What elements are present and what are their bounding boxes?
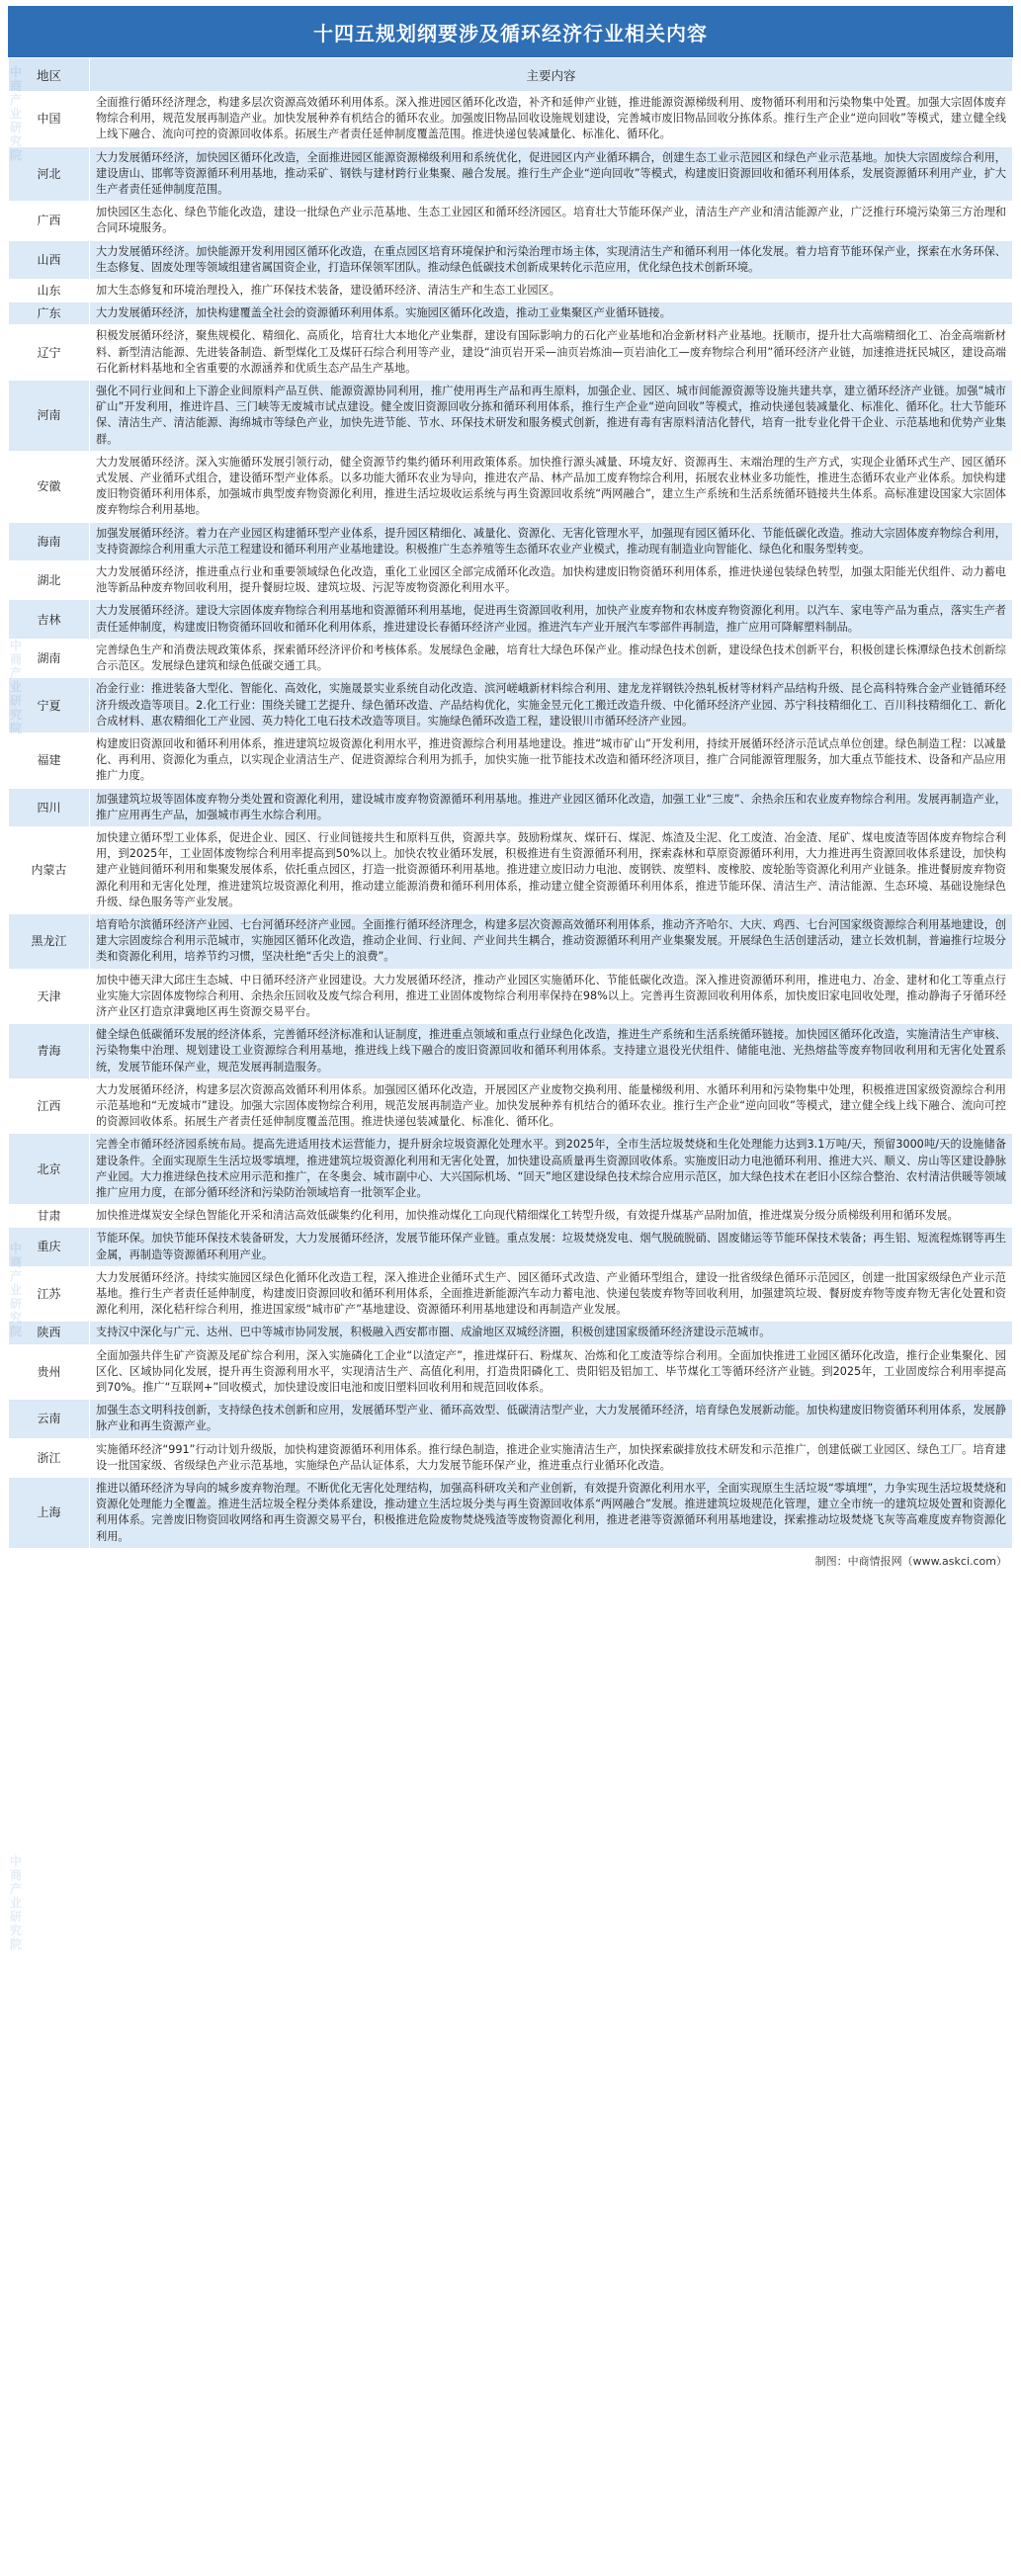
row-region: 山东 — [9, 280, 90, 302]
row-region: 中国 — [9, 92, 90, 147]
row-content: 大力发展循环经济。持续实施园区绿色化循环化改造工程，深入推进企业循环式生产、园区循环式改造、产业循环型组合，建设一批省级绿色循环示范园区，创建一批国家级绿色产业示范基地。推行生产者责任延伸制度，构建废旧资源回收和循环利用体系，全面推进新能源汽车动力蓄电池、快递包装废弃物等回收利用，加强建筑垃圾、餐厨废弃物等废弃物无害化处置和资源化利用，深化秸秆综合利用，推进国家级“城市矿产”基地建设、资源循环利用基地建设和再制造产业发展。 — [90, 1266, 1013, 1322]
row-content: 构建废旧资源回收和循环利用体系，推进建筑垃圾资源化利用水平，推进资源综合利用基地建设。推进“城市矿山”开发利用，持续开展循环经济示范试点单位创建。绿色制造工程：以减量化、再利用、资源化为重点，以实现企业清洁生产、促进资源综合利用为抓手，加快实施一批节能技术改造和循环经济项目，推广合同能源管理服务，加大重点节能技术、设备和产品应用推广力度。 — [90, 732, 1013, 788]
row-region: 内蒙古 — [9, 826, 90, 913]
table-row — [9, 1024, 1013, 1079]
table-row — [9, 678, 1013, 733]
row-region: 浙江 — [9, 1438, 90, 1477]
row-content: 大力发展循环经济。深入实施循环发展引领行动，健全资源节约集约循环利用政策体系。加快推行源头减量、环境友好、资源再生、末端治理的生产方式，实现企业循环式生产、园区循环式发展、产业循环式组合，建设循环型产业体系。以多功能大循环农业为导向，推进农产品、林产品加工废弃物综合利用，拓展农业林业多功能性，推进生态循环农业产业体系。加快构建废旧物资循环利用体系，加强城市典型废弃物资源化利用，推进生活垃圾收运系统与再生资源回收系统“两网融合”，建立生产系统和生活系统循环链接共生体系。高标准建设国家大宗固体废弃物综合利用基地。 — [90, 451, 1013, 522]
header-content: 主要内容 — [90, 58, 1013, 92]
table-row — [9, 522, 1013, 560]
row-content: 全面推行循环经济理念，构建多层次资源高效循环利用体系。深入推进园区循环化改造，补齐和延伸产业链，推进能源资源梯级利用、废物循环利用和污染物集中处置。加强大宗固体废弃物综合利用，规范发展再制造产业。加快发展种养有机结合的循环农业。加强废旧物品回收设施规划建设，完善城市废旧物品回收分拣体系。推行生产企业“逆向回收”等模式，建立健全线上线下融合、流向可控的资源回收体系。拓展生产者责任延伸制度覆盖范围。推进快递包装减量化、标准化、循环化。 — [90, 92, 1013, 147]
row-region: 甘肃 — [9, 1205, 90, 1228]
page-title: 十四五规划纲要涉及循环经济行业相关内容 — [8, 6, 1013, 57]
row-content: 完善全市循环经济园系统布局。提高先进适用技术运营能力，提升厨余垃圾资源化处理水平。到2025年，全市生活垃圾焚烧和生化处理能力达到3.1万吨/天，预留3000吨/天的设施储备建设条件。全面实现原生生活垃圾零填埋，推进建筑垃圾资源化利用和无害化处置，加快建设高质量再生资源回收体系。实施废旧动力电池循环利用、推进大兴、顺义、房山等区建设静脉产业园。大力推进绿色技术应用示范和推广，在冬奥会、城市副中心、大兴国际机场、“回天”地区建设绿色技术综合应用示范区，加大绿色技术在老旧小区综合整治、农村清洁供暖等领域推广应用力度，在部分循环经济和污染防治领域培育一批领军企业。 — [90, 1134, 1013, 1205]
table-row — [9, 280, 1013, 302]
table-row — [9, 1134, 1013, 1205]
row-region: 贵州 — [9, 1344, 90, 1400]
row-content: 健全绿色低碳循环发展的经济体系，完善循环经济标准和认证制度，推进重点领域和重点行业绿色化改造，推进生产系统和生活系统循环链接。加快园区循环化改造，实施清洁生产审核、污染物集中治理、规划建设工业资源综合利用基地，推进线上线下融合的废旧资源回收和循环利用体系。支持建立退役光伏组件、储能电池、光热熔盐等废弃物回收利用和无害化处置系统，发展节能环保产业，规范发展再制造服务。 — [90, 1024, 1013, 1079]
table-body — [9, 92, 1013, 1549]
row-region: 江西 — [9, 1078, 90, 1134]
table-row — [9, 1344, 1013, 1400]
table-row — [9, 969, 1013, 1024]
row-content: 大力发展循环经济，加快构建覆盖全社会的资源循环利用体系。实施园区循环化改造，推动工业集聚区产业循环链接。 — [90, 302, 1013, 325]
table-row — [9, 1400, 1013, 1438]
content-table — [8, 57, 1013, 1549]
table-row — [9, 451, 1013, 522]
row-region: 辽宁 — [9, 325, 90, 381]
row-region: 安徽 — [9, 451, 90, 522]
row-region: 河南 — [9, 381, 90, 452]
row-content: 加快中德天津大邱庄生态城、中日循环经济产业园建设。大力发展循环经济，推动产业园区实施循环化、节能低碳化改造。深入推进资源循环利用，推进电力、冶金、建材和化工等重点行业实施大宗固体废物综合利用、余热余压回收及废气综合利用，推进工业固体废物综合利用率保持在98%以上。完善再生资源回收利用体系，加快废旧家电回收处理，推动静海子牙循环经济产业区打造京津冀地区再生资源交易平台。 — [90, 969, 1013, 1024]
table-row — [9, 826, 1013, 913]
row-region: 青海 — [9, 1024, 90, 1079]
row-content: 加快推进煤炭安全绿色智能化开采和清洁高效低碳集约化利用，加快推动煤化工向现代精细煤化工转型升级，有效提升煤基产品附加值，推进煤炭分级分质梯级利用和循环发展。 — [90, 1205, 1013, 1228]
row-content: 加强生态文明科技创新，支持绿色技术创新和应用，发展循环型产业、循环高效型、低碳清洁型产业，大力发展循环经济，培育绿色发展新动能。加快构建废旧物资循环利用体系，发展静脉产业和再生资源产业。 — [90, 1400, 1013, 1438]
row-region: 湖南 — [9, 639, 90, 677]
table-row — [9, 561, 1013, 600]
table-row — [9, 1478, 1013, 1549]
row-region: 陕西 — [9, 1322, 90, 1344]
row-content: 全面加强共伴生矿产资源及尾矿综合利用，深入实施磷化工企业“以渣定产”，推进煤矸石、粉煤灰、冶炼和化工废渣等综合利用。全面加快推进工业园区循环化改造，推行企业集聚化、园区化、区域协同化发展，提升再生资源利用水平，实现清洁生产、高值化利用，打造贵阳磷化工、贵阳铝及铝加工、毕节煤化工等循环经济产业链。到2025年，工业固废综合利用率提高到70%。推广“互联网+”回收模式，加快建设废旧电池和废旧塑料回收利用和规范回收体系。 — [90, 1344, 1013, 1400]
row-content: 节能环保。加快节能环保技术装备研发，大力发展循环经济，发展节能环保产业链。重点发展：垃圾焚烧发电、烟气脱硫脱硝、固废储运等节能环保技术装备；再生铝、短流程炼钢等再生金属，再制造等资源循环利用产业。 — [90, 1228, 1013, 1266]
row-content: 大力发展循环经济，加快园区循环化改造，全面推进园区能源资源梯级利用和系统优化，促进园区内产业循环耦合，创建生态工业示范园区和绿色产业示范基地。加快大宗固废综合利用，建设唐山、邯郸等资源循环利用基地，推动采矿、钢铁与建材跨行业集聚、融合发展。推行生产企业“逆向回收”等模式，构建废旧资源回收和循环利用体系，发展资源循环利用产业，扩大生产者责任延伸制度范围。 — [90, 146, 1013, 202]
source-note: 制图：中商情报网（www.askci.com） — [814, 1554, 1007, 1568]
row-region: 福建 — [9, 732, 90, 788]
row-region: 江苏 — [9, 1266, 90, 1322]
row-region: 海南 — [9, 522, 90, 560]
table-row — [9, 202, 1013, 240]
header-row — [9, 58, 1013, 92]
row-content: 大力发展循环经济，推进重点行业和重要领域绿色化改造，重化工业园区全部完成循环化改造。加快构建废旧物资循环利用体系，推进快递包装绿色转型，加强太阳能光伏组件、动力蓄电池等新品种废弃物回收利用，提升餐厨垃圾、建筑垃圾、污泥等废物资源化利用水平。 — [90, 561, 1013, 600]
row-content: 强化不同行业间和上下游企业间原料产品互供、能源资源协同利用，推广使用再生产品和再生原料，加强企业、园区、城市间能源资源等设施共建共享，建立循环经济产业链。加强“城市矿山”开发利用，推进许昌、三门峡等无废城市试点建设。健全废旧资源回收分拣和循环利用体系，推行生产企业“逆向回收”等模式，推动快递包装减量化、标准化、循环化。壮大节能环保、清洁生产、清洁能源、海绵城市等绿色产业，加快先进节能、节水、环保技术研发和服务模式创新，推进有毒有害原料清洁化替代，培育一批专业化骨干企业、示范基地和优势产业集群。 — [90, 381, 1013, 452]
table-row — [9, 1228, 1013, 1266]
row-content: 加强建筑垃圾等固体废弃物分类处置和资源化利用，建设城市废弃物资源循环利用基地。推进产业园区循环化改造，加强工业“三废”、余热余压和农业废弃物综合利用。发展再制造产业，推广应用再生产品，加强城市再生水综合利用。 — [90, 788, 1013, 826]
row-region: 北京 — [9, 1134, 90, 1205]
table-row — [9, 600, 1013, 639]
page — [0, 6, 1021, 2576]
row-region: 河北 — [9, 146, 90, 202]
row-region: 宁夏 — [9, 678, 90, 733]
row-region: 湖北 — [9, 561, 90, 600]
row-content: 推进以循环经济为导向的城乡废弃物治理。不断优化无害化处理结构，加强高科研攻关和产业创新，有效提升资源化利用水平，全面实现原生生活垃圾“零填埋”，力争实现生活垃圾焚烧和资源化处理能力全覆盖。推进生活垃圾全程分类体系建设，推动建立生活垃圾分类与再生资源回收体系“两网融合”发展。推进建筑垃圾规范化管理，建立全市统一的建筑垃圾处置和资源化利用体系。完善废旧物资回收网络和再生资源交易平台，积极推进危险废物焚烧残渣等废物资源化利用，推进老港等资源循环利用基地建设，探索推动垃圾焚烧飞灰等高难度废弃物资源化利用。 — [90, 1478, 1013, 1549]
table-row — [9, 325, 1013, 381]
row-content: 大力发展循环经济。加快能源开发利用园区循环化改造，在重点园区培育环境保护和污染治理市场主体，实现清洁生产和循环利用一体化发展。着力培育节能环保产业，探索在水务环保、生态修复、固废处理等领域组建省属国资企业，打造环保领军团队。推动绿色低碳技术创新成果转化示范应用，优化绿色技术创新环境。 — [90, 240, 1013, 279]
row-content: 加强发展循环经济。着力在产业园区构建循环型产业体系，提升园区精细化、减量化、资源化、无害化管理水平，加强现有园区循环化、节能低碳化改造。推动大宗固体废弃物综合利用，支持资源综合利用重大示范工程建设和循环利用产业基地建设。积极推广生态养殖等生态循环农业产业模式，推动现有制造业向智能化、绿色化和服务型转变。 — [90, 522, 1013, 560]
row-content: 加快建立循环型工业体系，促进企业、园区、行业间链接共生和原料互供，资源共享。鼓励粉煤灰、煤矸石、煤泥、炼渣及尘泥、化工废渣、冶金渣、尾矿、煤电废渣等固体废弃物综合利用，到2025年，工业固体废物综合利用率提高到50%以上。加快农牧业循环发展，积极推进有生资源循环利用，探索森林和草原资源循环利用，大力推进再生资源回收体系建设，加快构建产业链间循环利用和集聚发展体系，依托重点园区，打造一批资源循环利用基地。推进建立废旧动力电池、废钢铁、废塑料、废橡胶、废轮胎等资源化利用产业链条。推进餐厨废弃物资源化利用和无害化处理，推进建筑垃圾资源化利用，推动建立能源消费和循环利用体系，推动建立健全资源循环利用体系，推进节能环保、清洁生产、清洁能源、生态环境、基础设施绿色升级、绿色服务等产业发展。 — [90, 826, 1013, 913]
row-content: 积极发展循环经济，聚焦规模化、精细化、高质化，培育壮大本地化产业集群，建设有国际影响力的石化产业基地和冶金新材料产业基地。抚顺市，提升壮大高端精细化工、冶金高端新材料、新型清洁能源、先进装备制造、新型煤化工及煤矸石综合利用等产业，建设“油页岩开采—油页岩炼油—页岩油化工—废弃物综合利用”循环经济产业链，加速推进抚民城区，建设高端石化新材料基地和全省重要的水源涵养和优质生态产品生产基地。 — [90, 325, 1013, 381]
row-content: 大力发展循环经济。建设大宗固体废弃物综合利用基地和资源循环利用基地，促进再生资源回收利用，加快产业废弃物和农林废弃物资源化利用。以汽车、家电等产品为重点，落实生产者责任延伸制度，构建废旧物资循环回收和循环化利用体系，推进建设长春循环经济产业园。推进汽车产业开展汽车零部件再制造，推广应用可降解塑料制品。 — [90, 600, 1013, 639]
row-region: 黑龙江 — [9, 913, 90, 969]
row-region: 天津 — [9, 969, 90, 1024]
row-content: 实施循环经济“991”行动计划升级版，加快构建资源循环利用体系。推行绿色制造，推进企业实施清洁生产，加快探索碳排放技术研发和示范推广，创建低碳工业园区、绿色工厂。培育建设一批国家级、省级绿色产业示范基地，实施绿色产品认证体系，大力发展节能环保产业，推进重点行业循环化改造。 — [90, 1438, 1013, 1477]
row-region: 广西 — [9, 202, 90, 240]
table-row — [9, 1078, 1013, 1134]
row-content: 冶金行业：推进装备大型化、智能化、高效化，实施晟景实业系统自动化改造、滨河嵯峨新材料综合利用、建龙龙祥钢铁冷热轧板材等材料产品结构升级、昆仑高科特殊合金产业链循环经济升级改造等项目。2.化工行业：围绕关键工艺提升、绿色循环改造、产品结构优化，实施金昱元化工搬迁改造升级、中化循环经济产业园、苏宁科技精细化工、百川科技精细化工、新化合成材料、惠农精细化工产业园、英力特化工电石技术改造等项目。实施绿色循环改造工程，建设银川市循环经济产业园。 — [90, 678, 1013, 733]
row-region: 四川 — [9, 788, 90, 826]
table-row — [9, 1438, 1013, 1477]
table-row — [9, 639, 1013, 677]
row-content: 大力发展循环经济，构建多层次资源高效循环利用体系。加强园区循环化改造，开展园区产业废物交换利用、能量梯级利用、水循环利用和污染物集中处理，积极推进国家级资源综合利用示范基地和“无废城市”建设。加强大宗固体废物综合利用，规范发展再制造产业。加快发展种养有机结合的循环农业。推行生产企业“逆向回收”等模式，建立健全线上线下融合、流向可控的资源回收体系。拓展生产者责任延伸制度覆盖范围。推进快递包装减量化、标准化、循环化。 — [90, 1078, 1013, 1134]
row-content: 培育哈尔滨循环经济产业园、七台河循环经济产业园。全面推行循环经济理念，构建多层次资源高效循环利用体系，推动齐齐哈尔、大庆、鸡西、七台河国家级资源综合利用基地建设，创建大宗固废综合利用示范城市，实施园区循环化改造，推动企业间、行业间、产业间共生耦合，推动资源循环利用产业集聚发展。开展绿色生活创建活动，建立长效机制，普遍推行垃圾分类和资源化利用，培养节约习惯，坚决杜绝“舌尖上的浪费”。 — [90, 913, 1013, 969]
row-content: 加快园区生态化、绿色节能化改造，建设一批绿色产业示范基地、生态工业园区和循环经济园区。培育壮大节能环保产业，清洁生产产业和清洁能源产业，广泛推行环境污染第三方治理和合同环境服务。 — [90, 202, 1013, 240]
table-row — [9, 1205, 1013, 1228]
row-content: 支持汉中深化与广元、达州、巴中等城市协同发展，积极融入西安都市圈、成渝地区双城经济圈，积极创建国家级循环经济建设示范城市。 — [90, 1322, 1013, 1344]
row-region: 山西 — [9, 240, 90, 279]
table-row — [9, 788, 1013, 826]
table-row — [9, 302, 1013, 325]
table-header — [9, 58, 1013, 92]
table-row — [9, 146, 1013, 202]
row-region: 广东 — [9, 302, 90, 325]
table-row — [9, 913, 1013, 969]
table-row — [9, 732, 1013, 788]
table-row — [9, 381, 1013, 452]
row-content: 完善绿色生产和消费法规政策体系，探索循环经济评价和考核体系。发展绿色金融，培育壮大绿色环保产业。推动绿色技术创新，建设绿色技术创新平台，积极创建长株潭绿色技术创新综合示范区。发展绿色建筑和绿色低碳交通工具。 — [90, 639, 1013, 677]
table-row — [9, 92, 1013, 147]
row-region: 上海 — [9, 1478, 90, 1549]
table-row — [9, 1266, 1013, 1322]
row-region: 云南 — [9, 1400, 90, 1438]
header-region: 地区 — [9, 58, 90, 92]
watermark-4: 中商产业研究院 — [9, 1854, 22, 1951]
row-region: 重庆 — [9, 1228, 90, 1266]
row-content: 加大生态修复和环境治理投入，推广环保技术装备，建设循环经济、清洁生产和生态工业园区。 — [90, 280, 1013, 302]
table-row — [9, 1322, 1013, 1344]
row-region: 吉林 — [9, 600, 90, 639]
table-row — [9, 240, 1013, 279]
